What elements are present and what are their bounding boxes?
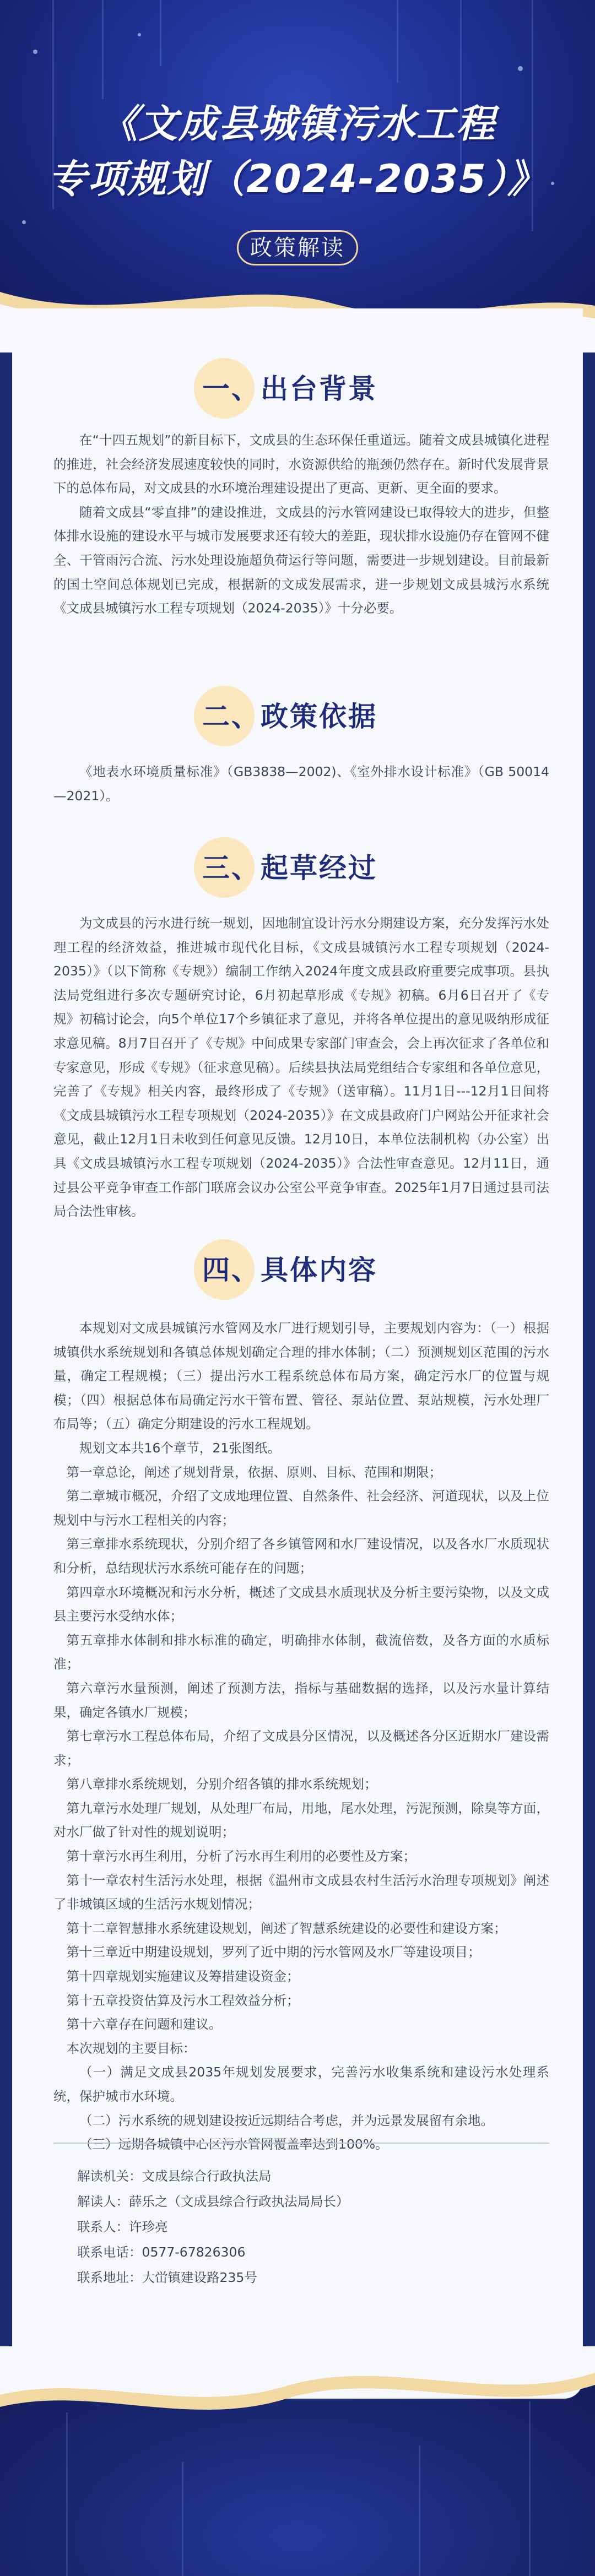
chapter-item: 第八章排水系统规划，分别介绍各镇的排水系统规划；: [66, 1776, 377, 1792]
chapter-item: 第四章水环境概况和污水分析，概述了文成县水质现状及分析主要污染物，以及文成县主要污水受纳水体；: [53, 1584, 549, 1624]
chapter-item: 第二章城市概况，介绍了文成地理位置、自然条件、社会经济、河道现状，以及上位规划中与污水工程相关的内容；: [53, 1488, 549, 1528]
chapter-item: 第十三章近中期建设规划，罗列了近中期的污水管网及水厂等建设项目；: [66, 1944, 481, 1960]
section-heading: 四、具体内容: [202, 1254, 377, 1286]
section-heading: 一、出台背景: [202, 373, 377, 405]
section-heading-background: [12, 358, 583, 419]
section-body-basis: [53, 760, 549, 808]
chapter-item: 第十章污水再生利用，分析了污水再生利用的必要性及方案；: [66, 1848, 416, 1864]
section-heading: 二、政策依据: [202, 701, 377, 733]
sparkle-dot: [138, 33, 141, 36]
chapter-item: 第一章总论，阐述了规划背景，依据、原则、目标、范围和期限；: [66, 1464, 442, 1480]
chapter-item: 第十四章规划实施建议及筹措建设资金；: [66, 1968, 300, 1984]
chapter-item: 第十二章智慧排水系统建设规划，阐述了智慧系统建设的必要性和建设方案；: [66, 1920, 507, 1936]
section-body-drafting: [53, 912, 549, 1224]
paragraph: 随着文成县“零直排”的建设推进，文成县的污水管网建设已取得较大的进步，但整体排水设施的建设水平与城市发展要求还有较大的差距，现状排水设施仍存在管网不健全、干管雨污合流、污水处理设施超负荷运行等问题，需要进一步规划建设。目前最新的国土空间总体规划已完成，根据新的文成发展需求，进一步规划文成县城污水系统《文成县城镇污水工程专项规划（2024-2035）》十分必要。: [53, 504, 549, 616]
light-ray: [160, 0, 161, 66]
contact-address: 联系地址：大峃镇建设路235号: [77, 2270, 257, 2285]
footer-wave-decoration: [0, 2346, 595, 2429]
light-ray: [419, 2445, 420, 2576]
light-ray: [66, 2412, 68, 2576]
chapter-item: 第六章污水量预测，阐述了预测方法，指标与基础数据的选择，以及污水量计算结果，确定各镇水厂规模；: [53, 1680, 549, 1720]
chapter-item: 第七章污水工程总体布局，介绍了文成县分区情况，以及概述各分区近期水厂建设需求；: [53, 1728, 549, 1768]
paragraph: 《地表水环境质量标准》（GB3838—2002)、《室外排水设计标准》（GB 50014—2021）。: [53, 764, 549, 804]
section-heading-basis: [12, 686, 583, 746]
contact-divider: [53, 2143, 549, 2144]
paragraph: 为文成县的污水进行统一规划，因地制宜设计污水分期建设方案，充分发挥污水处理工程的经济效益，推进城市现代化目标，《文成县城镇污水工程专项规划（2024-2035）》（以下简称《专规》）编制工作纳入2024年度文成县政府重要完成事项。县执法局党组进行多次专题研究讨论，6月初起草形成《专规》初稿。6月6日召开了《专规》初稿讨论会，向5个单位17个乡镇征求了意见，并将各单位提出的意见吸纳形成征求意见稿。8月7日召开了《专规》中间成果专家部门审查会，会上再次征求了各单位和专家意见，形成《专规》（征求意见稿）。后续县执法局党组结合专家组和各单位意见，完善了《专规》相关内容，最终形成了《专规》（送审稿）。11月1日---12月1日间将《文成县城镇污水工程专项规划（2024-2035）》在文成县政府门户网站公开征求社会意见，截止12月1日未收到任何意见反馈。12月10日，本单位法制机构（办公室）出具《文成县城镇污水工程专项规划（2024-2035）》合法性审查意见。12月11日，通过县公平竞争审查工作部门联席会议办公室公平竞争审查。2025年1月7日通过县司法局合法性审核。: [53, 915, 549, 1219]
section-body-background: [53, 429, 549, 621]
paragraph: 在“十四五规划”的新目标下，文成县的生态环保任重道远。随着文成县城镇化进程的推进，社会经济发展速度较快的同时，水资源供给的瓶颈仍然存在。新时代发展背景下的总体布局，对文成县的水环境治理建设提出了更高、更新、更全面的要求。: [53, 432, 549, 496]
contact-person: 联系人：许珍亮: [77, 2219, 168, 2235]
page-title-line1: 《文成县城镇污水工程: [99, 101, 496, 147]
interpreter: 解读人：薛乐之（文成县综合行政执法局局长）: [77, 2194, 349, 2209]
chapter-item: 第三章排水系统现状，分别介绍了各乡镇管网和水厂建设情况，以及各水厂水质现状和分析，总结现状污水系统可能存在的问题；: [53, 1536, 549, 1576]
goal-item: （二）污水系统的规划建设按近远期结合考虑，并为远景发展留有余地。: [79, 2112, 494, 2128]
goal-item: （三）远期各城镇中心区污水管网覆盖率达到100%。: [79, 2136, 388, 2152]
interpreting-unit: 解读机关：文成县综合行政执法局: [77, 2168, 272, 2184]
section-heading-content: [12, 1239, 583, 1300]
light-ray: [397, 0, 398, 83]
sparkle-dot: [22, 220, 26, 224]
chapter-item: 第五章排水体制和排水标准的确定，明确排水体制，截流倍数，及各方面的水质标准；: [53, 1632, 549, 1672]
light-ray: [182, 2462, 183, 2576]
section-heading: 三、起草经过: [202, 852, 377, 884]
chapter-item: 第十一章农村生活污水处理，根据《温州市文成县农村生活污水治理专项规划》阐述了非城镇区域的生活污水规划情况；: [53, 1872, 549, 1912]
chapter-item: 第十六章存在问题和建议。: [66, 2016, 222, 2032]
page-title-line2: 专项规划（2024-2035）》: [48, 156, 547, 202]
sparkle-dot: [518, 66, 523, 71]
content-card: [12, 308, 583, 2399]
policy-interpretation-badge: 政策解读: [237, 230, 358, 265]
goals-heading: 本次规划的主要目标：: [66, 2040, 196, 2056]
section-body-content: [53, 1316, 549, 2157]
chapter-item: 第十五章投资估算及污水工程效益分析；: [66, 1992, 300, 2008]
contact-phone[interactable]: 联系电话：0577-67826306: [77, 2244, 246, 2260]
paragraph: 规划文本共16个章节，21张图纸。: [79, 1440, 281, 1456]
sparkle-dot: [33, 50, 37, 54]
contact-block: [77, 2163, 518, 2290]
section-heading-drafting: [12, 837, 583, 898]
goal-item: （一）满足文成县2035年规划发展要求，完善污水收集系统和建设污水处理系统，保护城市水环境。: [53, 2064, 549, 2104]
chapter-item: 第九章污水处理厂规划，从处理厂布局，用地，尾水处理，污泥预测，除臭等方面，对水厂做了针对性的规划说明；: [53, 1800, 549, 1840]
paragraph: 本规划对文成县城镇污水管网及水厂进行规划引导，主要规划内容为：（一）根据城镇供水系统规划和各镇总体规划确定合理的排水体制；（二）预测规划区范围的污水量，确定工程规模；（三）提出污水工程系统总体布局方案，确定污水厂的位置与规模；（四）根据总体布局确定污水干管布置、管径、泵站位置、泵站规模，污水处理厂布局等；（五）确定分期建设的污水工程规划。: [53, 1320, 549, 1432]
light-ray: [102, 0, 104, 99]
